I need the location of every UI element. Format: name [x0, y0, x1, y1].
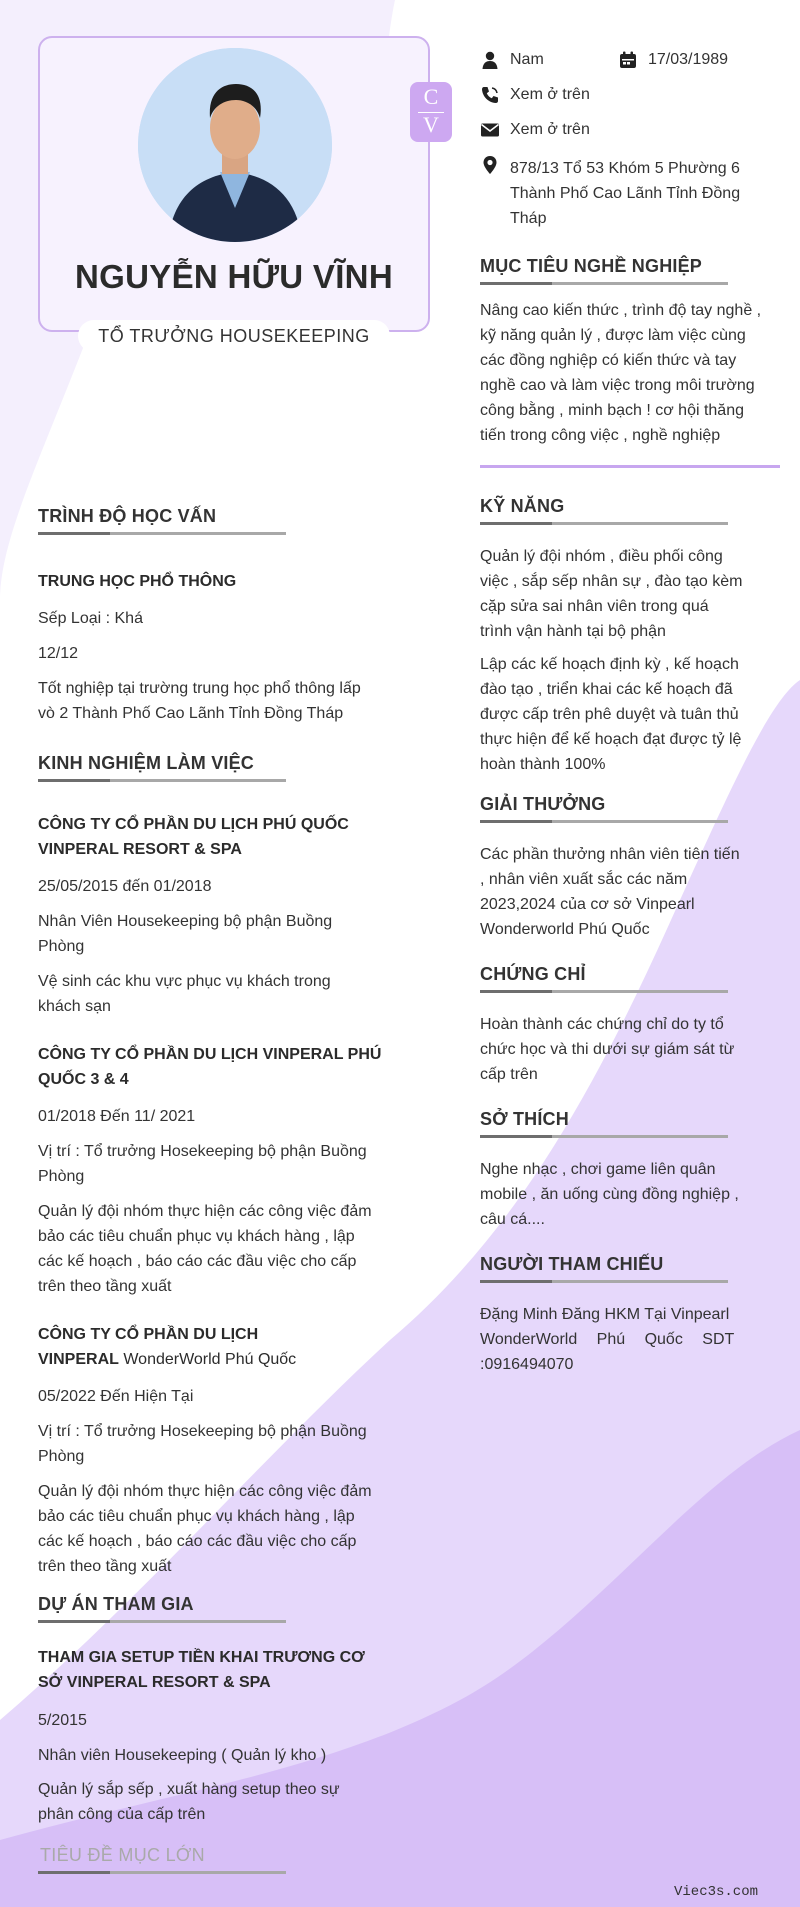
project-name: THAM GIA SETUP TIỀN KHAI TRƯƠNG CƠ SỞ VINPERAL RESORT & SPA [38, 1649, 365, 1691]
awards-text: Các phần thưởng nhân viên tiên tiến , nhân viên xuất sắc các năm 2023,2024 của cơ sở Vinpearl Wonderworld Phú Quốc [480, 846, 740, 938]
projects-heading: DỰ ÁN THAM GIA [38, 1594, 194, 1614]
job-2-period: 01/2018 Đến 11/ 2021 [38, 1108, 196, 1125]
placeholder-heading: TIÊU ĐỀ MỤC LỚN [40, 1845, 205, 1865]
gender-value: Nam [510, 51, 544, 68]
job-2-description: Quản lý đội nhóm thực hiện các công việc đảm bảo các tiêu chuẩn phục vụ khách hàng , lập các kế hoạch , báo cáo các đầu việc cho cấp trên theo tầng xuất [38, 1203, 372, 1295]
email-value: Xem ở trên [510, 121, 590, 138]
location-pin-icon [480, 155, 500, 175]
references-underline [480, 1280, 728, 1283]
calendar-icon [618, 50, 638, 70]
education-rank: Sếp Loại : Khá [38, 610, 143, 627]
career-goal-text: Nâng cao kiến thức , trình độ tay nghề , kỹ năng quản lý , được làm việc cùng các đồng nghiệp có kiến thức và tay nghề cao và làm việc trong môi trường công bằng , minh bạch ! cơ hội thăng tiến trong công việc , nghề nghiệp [480, 302, 762, 444]
job-1-description: Vệ sinh các khu vực phục vụ khách trong khách sạn [38, 973, 331, 1015]
job-title: TỔ TRƯỞNG HOUSEKEEPING [78, 320, 390, 352]
references-heading: NGƯỜI THAM CHIẾU [480, 1254, 664, 1274]
career-goal-underline [480, 282, 728, 285]
job-1-company: CÔNG TY CỔ PHẦN DU LỊCH PHÚ QUỐC VINPERAL RESORT & SPA [38, 816, 349, 858]
job-3-company: CÔNG TY CỔ PHẦN DU LỊCH VINPERAL WonderWorld Phú Quốc [38, 1326, 297, 1368]
cv-badge [410, 82, 452, 142]
hobbies-heading: SỞ THÍCH [480, 1109, 569, 1129]
awards-underline [480, 820, 728, 823]
experience-underline [38, 779, 286, 782]
skills-heading: KỸ NĂNG [480, 496, 565, 516]
certificates-underline [480, 990, 728, 993]
job-1-period: 25/05/2015 đến 01/2018 [38, 878, 212, 895]
education-description: Tốt nghiệp tại trường trung học phổ thông lấp vò 2 Thành Phố Cao Lãnh Tỉnh Đồng Tháp [38, 680, 361, 722]
phone-icon [480, 85, 500, 105]
projects-underline [38, 1620, 286, 1623]
address-value: 878/13 Tổ 53 Khóm 5 Phường 6 Thành Phố Cao Lãnh Tỉnh Đồng Tháp [510, 160, 741, 227]
job-3-period: 05/2022 Đến Hiện Tại [38, 1388, 194, 1405]
candidate-name: NGUYỄN HỮU VĨNH [75, 258, 393, 295]
references-text: Đặng Minh Đăng HKM Tại Vinpearl WonderWorld Phú Quốc SDT :0916494070 [480, 1306, 735, 1373]
job-3-description: Quản lý đội nhóm thực hiện các công việc đảm bảo các tiêu chuẩn phục vụ khách hàng , lập các kế hoạch , báo cáo các đầu việc cho cấp trên theo tầng xuất [38, 1483, 372, 1575]
avatar [138, 48, 332, 242]
experience-heading: KINH NGHIỆM LÀM VIỆC [38, 753, 255, 773]
skills-paragraph-1: Quản lý đội nhóm , điều phối công việc , sắp sếp nhân sự , đào tạo kèm cặp sửa sai nhân viên trong quá trình vận hành tại bộ phận [480, 548, 743, 640]
education-school: TRUNG HỌC PHỔ THÔNG [38, 573, 237, 590]
cv-badge-v: V [423, 112, 439, 137]
education-heading: TRÌNH ĐỘ HỌC VẤN [38, 506, 217, 526]
job-3-position: Vị trí : Tổ trưởng Hosekeeping bộ phận Buồng Phòng [38, 1423, 367, 1465]
project-role: Nhân viên Housekeeping ( Quản lý kho ) [38, 1747, 327, 1764]
envelope-icon [480, 120, 500, 140]
skills-underline [480, 522, 728, 525]
hobbies-underline [480, 1135, 728, 1138]
job-2-company: CÔNG TY CỔ PHẦN DU LỊCH VINPERAL PHÚ QUỐC 3 & 4 [38, 1046, 382, 1088]
phone-value: Xem ở trên [510, 86, 590, 103]
hobbies-text: Nghe nhạc , chơi game liên quân mobile , ăn uống cùng đồng nghiệp , câu cá.... [480, 1161, 739, 1228]
divider [480, 465, 780, 468]
skills-paragraph-2: Lập các kế hoạch định kỳ , kế hoạch đào tạo , triển khai các kế hoạch đã được cấp trên phê duyệt và tuân thủ thực hiện để kế hoạch đạt được tỷ lệ hoàn thành 100% [480, 656, 742, 773]
user-icon [480, 50, 500, 70]
job-2-position: Vị trí : Tổ trưởng Hosekeeping bộ phận Buồng Phòng [38, 1143, 367, 1185]
certificates-heading: CHỨNG CHỈ [480, 964, 586, 984]
job-1-position: Nhân Viên Housekeeping bộ phận Buồng Phòng [38, 913, 333, 955]
awards-heading: GIẢI THƯỞNG [480, 794, 606, 814]
career-goal-heading: MỤC TIÊU NGHỀ NGHIỆP [480, 256, 703, 276]
project-description: Quản lý sắp sếp , xuất hàng setup theo sự phân công của cấp trên [38, 1781, 340, 1823]
education-grade: 12/12 [38, 645, 79, 662]
watermark: Viec3s.com [674, 1884, 759, 1900]
certificates-text: Hoàn thành các chứng chỉ do ty tổ chức học và thi dưới sự giám sát từ cấp trên [480, 1016, 735, 1083]
project-date: 5/2015 [38, 1712, 87, 1729]
education-underline [38, 532, 286, 535]
cv-badge-c: C [423, 84, 439, 109]
placeholder-underline [38, 1871, 286, 1874]
birthdate-value: 17/03/1989 [648, 51, 729, 68]
